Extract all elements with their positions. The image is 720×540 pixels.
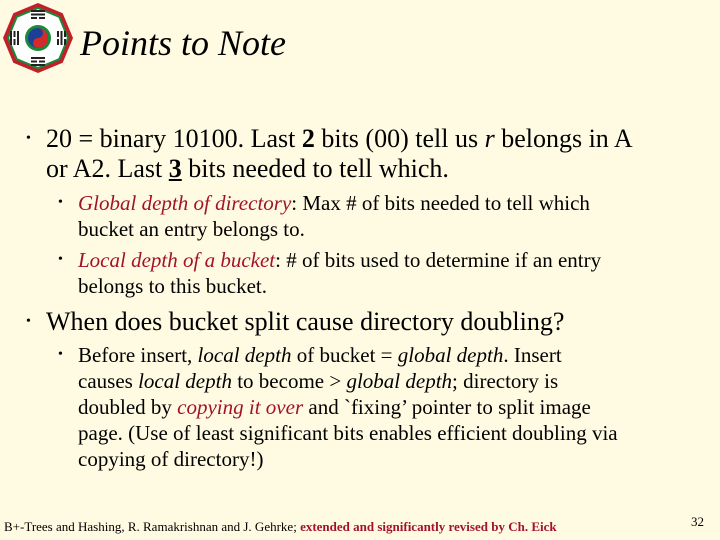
slide-title: Points to Note bbox=[80, 23, 286, 63]
subpoint-local-depth: Local depth of a bucket: # of bits used to determine if an entry belongs to this bucket. bbox=[78, 248, 602, 298]
point-binary-20 bbox=[46, 124, 706, 184]
page-number: 32 bbox=[691, 514, 704, 529]
point-directory-doubling: When does bucket split cause directory doubling? bbox=[46, 307, 565, 336]
footer-credit: B+-Trees and Hashing, R. Ramakrishnan and J. Gehrke; extended and significantly revised by Ch. Eick bbox=[4, 519, 557, 534]
bagua-logo-icon bbox=[2, 2, 74, 74]
bullet-marker: • bbox=[58, 195, 63, 210]
term-global-depth: Global depth of directory bbox=[78, 191, 292, 215]
bullet-marker: • bbox=[26, 314, 31, 329]
bullet-marker: • bbox=[58, 347, 63, 362]
subpoint-doubling-explanation: Before insert, local depth of bucket = global depth. Insert causes local depth to become > global depth; directory is doubled by copying it over and `fixing’ pointer to split image page. (Use of least significant bits enables efficient doubling via copying of directory!) bbox=[78, 343, 618, 471]
point-line-1: 20 = binary 10100. Last 2 bits (00) tell us r belongs in A bbox=[46, 124, 633, 153]
subpoint-global-depth: Global depth of directory: Max # of bits needed to tell which bucket an entry belongs to. bbox=[78, 191, 590, 241]
point-line-2: or A2. Last 3 bits needed to tell which. bbox=[46, 154, 449, 183]
term-local-depth: Local depth of a bucket bbox=[78, 248, 276, 272]
bullet-marker: • bbox=[26, 131, 31, 146]
bullet-marker: • bbox=[58, 252, 63, 267]
